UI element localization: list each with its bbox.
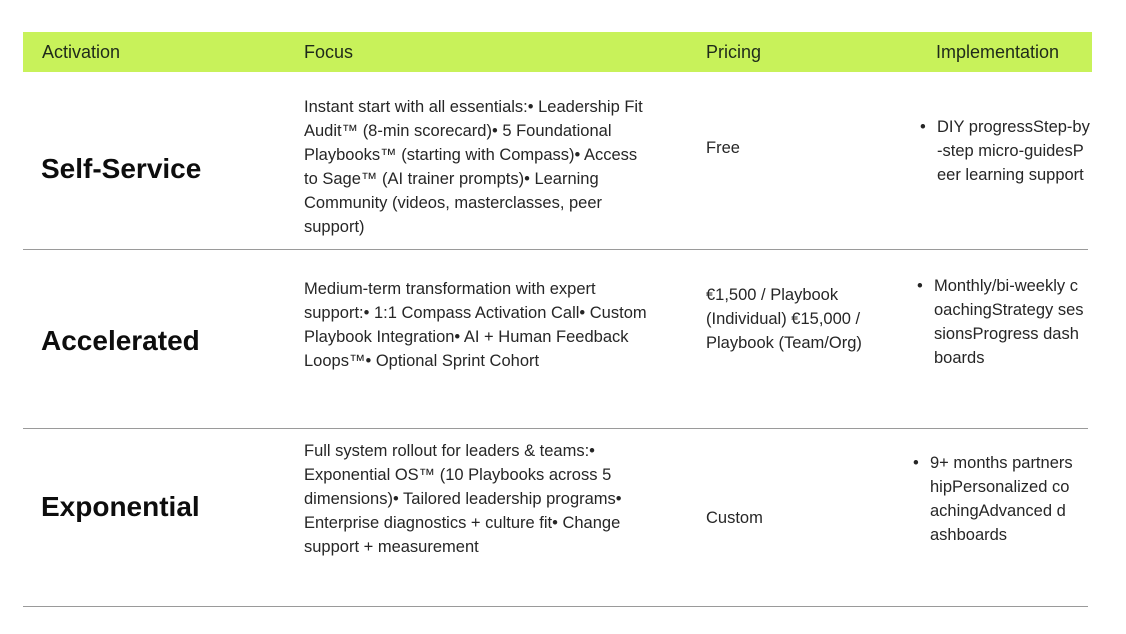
pricing-cell: €1,500 / Playbook (Individual) €15,000 / Playbook (Team/Org) xyxy=(706,286,862,352)
implementation-list xyxy=(917,274,1087,370)
implementation-item: • 9+ months partnershipPersonalized coachingAdvanced dashboards xyxy=(913,451,1073,547)
pricing-cell: Custom xyxy=(706,509,763,527)
header-pricing: Pricing xyxy=(706,42,762,62)
implementation-item: • DIY progressStep-by-step micro-guidesPeer learning support xyxy=(920,115,1090,187)
header-focus: Focus xyxy=(304,42,354,62)
activation-name: Exponential xyxy=(41,491,200,522)
activation-name: Accelerated xyxy=(41,325,200,356)
table-row xyxy=(23,72,1088,250)
focus-cell: Instant start with all essentials:• Leadership Fit Audit™ (8-min scorecard)• 5 Foundational Playbooks™ (starting with Compass)• Access to Sage™ (AI trainer prompts)• Learning Community (videos, masterclasses, peer support) xyxy=(304,98,643,236)
header-implementation: Implementation xyxy=(936,42,1060,62)
focus-cell: Medium-term transformation with expert support:• 1:1 Compass Activation Call• Custom Playbook Integration• AI + Human Feedback Loops™• Optional Sprint Cohort xyxy=(304,280,647,370)
header-activation: Activation xyxy=(42,42,121,62)
implementation-list xyxy=(920,115,1090,187)
activation-table xyxy=(23,32,1092,556)
implementation-list xyxy=(913,451,1073,547)
table-header xyxy=(23,32,1092,72)
activation-name: Self-Service xyxy=(41,153,202,184)
table-row xyxy=(23,250,1088,429)
pricing-cell: Free xyxy=(706,139,740,157)
implementation-item: • Monthly/bi-weekly coachingStrategy sessionsProgress dashboards xyxy=(917,274,1087,370)
focus-cell: Full system rollout for leaders & teams:• Exponential OS™ (10 Playbooks across 5 dimensions)• Tailored leadership programs• Enterprise diagnostics + culture fit• Change support + measurement xyxy=(304,442,622,556)
table-row xyxy=(23,429,1088,607)
